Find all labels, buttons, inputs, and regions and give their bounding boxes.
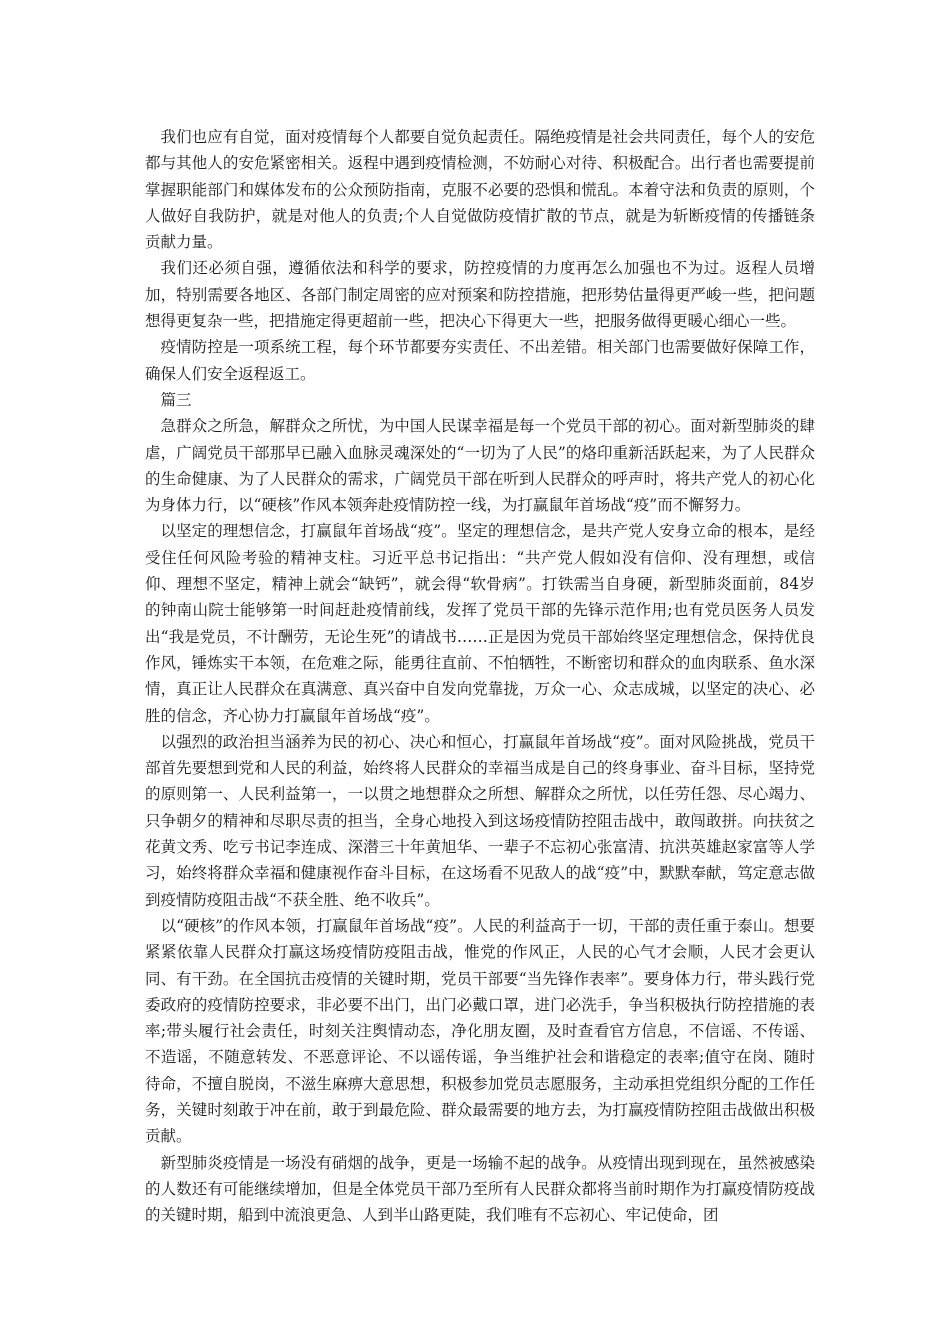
section-heading: 篇三 bbox=[160, 390, 192, 409]
paragraph-firm-ideals: 以坚定的理想信念，打赢鼠年首场战“疫”。坚定的理想信念，是共产党人安身立命的根本，是经受住任何风险考验的精神支柱。习近平总书记指出：“共产党人假如没有信仰、没有理想，或信仰、理想不坚定，精神上就会“缺钙”，就会得“软骨病”。打铁需当自身硬，新型肺炎面前，84岁的钟南山院士能够第一时间赶赴疫情前线，发挥了党员干部的先锋示范作用;也有党员医务人员发出“我是党员，不计酬劳，无论生死”的请战书……正是因为党员干部始终坚定理想信念，保持优良作风，锤炼实干本领，在危难之际，能勇往直前、不怕牺牲，不断密切和群众的血肉联系、鱼水深情，真正让人民群众在真满意、真兴奋中自发向党靠拢，万众一心、众志成城，以坚定的决心、必胜的信念，齐心协力打赢鼠年首场战“疫”。 bbox=[145, 522, 815, 725]
document-body bbox=[145, 124, 815, 1228]
paragraph-self-strengthening: 我们还必须自强，遵循依法和科学的要求，防控疫情的力度再怎么加强也不为过。返程人员增加，特别需要各地区、各部门制定周密的应对预案和防控措施，把形势估量得更严峻一些，把问题想得更复杂一些，把措施定得更超前一些，把决心下得更大一些，把服务做得更暖心细心一些。 bbox=[145, 259, 815, 331]
paragraph-original-aspiration: 急群众之所急，解群众之所忧，为中国人民谋幸福是每一个党员干部的初心。面对新型肺炎的肆虐，广阔党员干部那早已融入血脉灵魂深处的“一切为了人民”的烙印重新活跃起来，为了人民群众的生命健康、为了人民群众的需求，广阔党员干部在听到人民群众的呼声时，将共产党人的初心化为身体力行，以“硬核”作风本领奔赴疫情防控一线，为打赢鼠年首场战“疫”而不懈努力。 bbox=[145, 417, 815, 515]
paragraph-war-without-smoke: 新型肺炎疫情是一场没有硝烟的战争，更是一场输不起的战争。从疫情出现到现在，虽然被感染的人数还有可能继续增加，但是全体党员干部乃至所有人民群众都将当前时期作为打赢疫情防疫战的关键时期，船到中流浪更急、人到半山路更陡，我们唯有不忘初心、牢记使命，团 bbox=[145, 1153, 815, 1225]
paragraph-political-responsibility: 以强烈的政治担当涵养为民的初心、决心和恒心，打赢鼠年首场战“疫”。面对风险挑战，党员干部首先要想到党和人民的利益，始终将人民群众的幸福当成是自己的终身事业、奋斗目标，坚持党的原则第一、人民利益第一，一以贯之地想群众之所想、解群众之所忧，以任劳任怨、尽心竭力、只争朝夕的精神和尽职尽责的担当，全身心地投入到这场疫情防控阻击战中，敢闯敢拼。向扶贫之花黄文秀、吃亏书记李连成、深潜三十年黄旭华、一辈子不忘初心张富清、抗洪英雄赵家富等人学习，始终将群众幸福和健康视作奋斗目标，在这场看不见敌人的战“疫”中，默默奉献，笃定意志做到疫情防疫阻击战“不获全胜、绝不收兵”。 bbox=[145, 732, 815, 909]
paragraph-self-awareness: 我们也应有自觉，面对疫情每个人都要自觉负起责任。隔绝疫情是社会共同责任，每个人的安危都与其他人的安危紧密相关。返程中遇到疫情检测，不妨耐心对待、积极配合。出行者也需要提前掌握职能部门和媒体发布的公众预防指南，克服不必要的恐惧和慌乱。本着守法和负责的原则，个人做好自我防护，就是对他人的负责;个人自觉做防疫情扩散的节点，就是为斩断疫情的传播链条贡献力量。 bbox=[145, 128, 815, 252]
paragraph-hardcore-style: 以“硬核”的作风本领，打赢鼠年首场战“疫”。人民的利益高于一切，干部的责任重于泰山。想要紧紧依靠人民群众打赢这场疫情防疫阻击战，惟党的作风正，人民的心气才会顺，人民才会更认同、有干劲。在全国抗击疫情的关键时期，党员干部要“当先锋作表率”。要身体力行，带头践行党委政府的疫情防控要求，非必要不出门，出门必戴口罩，进门必洗手，争当积极执行防控措施的表率;带头履行社会责任，时刻关注舆情动态，净化朋友圈，及时查看官方信息，不信谣、不传谣、不造谣，不随意转发、不恶意评论、不以谣传谣，争当维护社会和谐稳定的表率;值守在岗、随时待命，不擅自脱岗，不滋生麻痹大意思想，积极参加党员志愿服务，主动承担党组织分配的工作任务，关键时刻敢于冲在前，敢于到最危险、群众最需要的地方去，为打赢疫情防控阻击战做出积极贡献。 bbox=[145, 916, 815, 1146]
paragraph-systematic-project: 疫情防控是一项系统工程，每个环节都要夯实责任、不出差错。相关部门也需要做好保障工作，确保人们安全返程返工。 bbox=[145, 338, 815, 383]
